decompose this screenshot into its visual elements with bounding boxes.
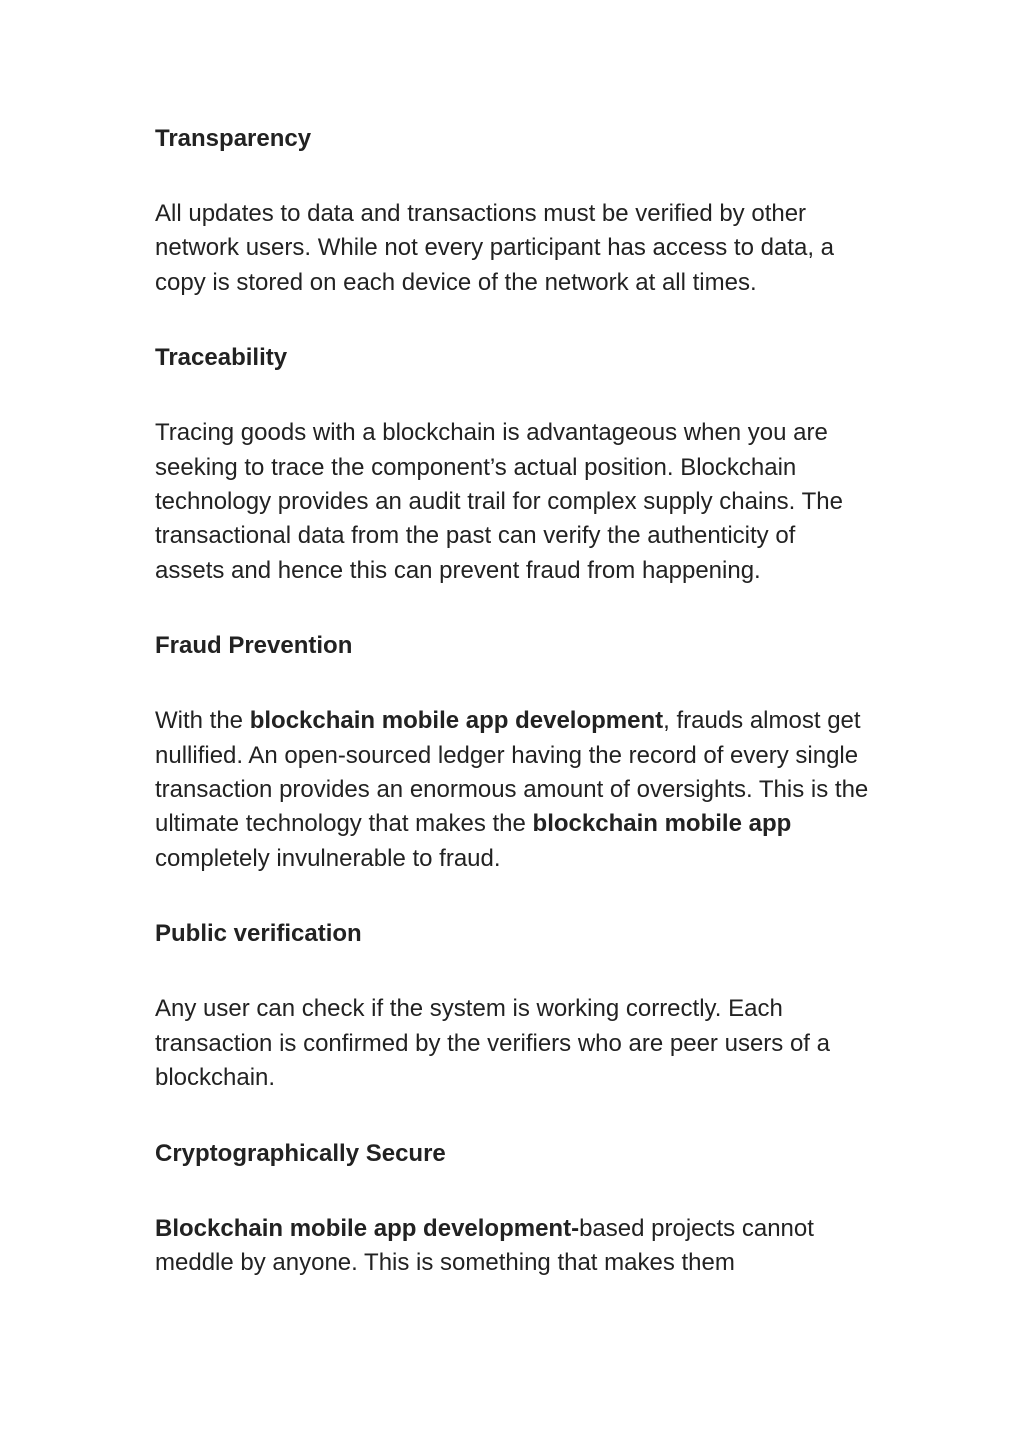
section-body-public-verification: Any user can check if the system is working correctly. Each transaction is confirmed by the verifiers who are peer users of a blockchain. [155,995,830,1092]
text-run: completely invulnerable to fraud. [155,844,501,872]
section-body-traceability: Tracing goods with a blockchain is advantageous when you are seeking to trace the component’s actual position. Blockchain technology provides an audit trail for complex supply chains. The transactional data from the past can verify the authenticity of assets and hence this can prevent fraud from happening. [155,419,843,584]
text-run: based projects cannot meddle by anyone. This is something that makes them [155,1214,814,1276]
bold-text-run: blockchain mobile app development [249,707,664,735]
text-run: , frauds almost get nullified. An open-sourced ledger having the record of every single transaction provides an enormous amount of oversights. This is the ultimate technology that makes the [155,707,869,838]
bold-text-run: Blockchain mobile app development- [155,1214,580,1242]
section-body-cryptographically-secure [155,1212,875,1281]
section-body-fraud-prevention [155,704,883,876]
section-heading-fraud-prevention: Fraud Prevention [155,632,353,660]
section-heading-cryptographically-secure: Cryptographically Secure [155,1139,446,1167]
section-heading-transparency: Transparency [155,125,312,152]
section-heading-traceability: Traceability [155,344,288,372]
section-heading-public-verification: Public verification [155,920,362,948]
text-run: With the [155,707,250,735]
document-page [155,122,885,1280]
section-body-transparency: All updates to data and transactions must be verified by other network users. While not every participant has access to data, a copy is stored on each device of the network at all times. [155,200,834,296]
bold-text-run: blockchain mobile app [532,810,792,838]
